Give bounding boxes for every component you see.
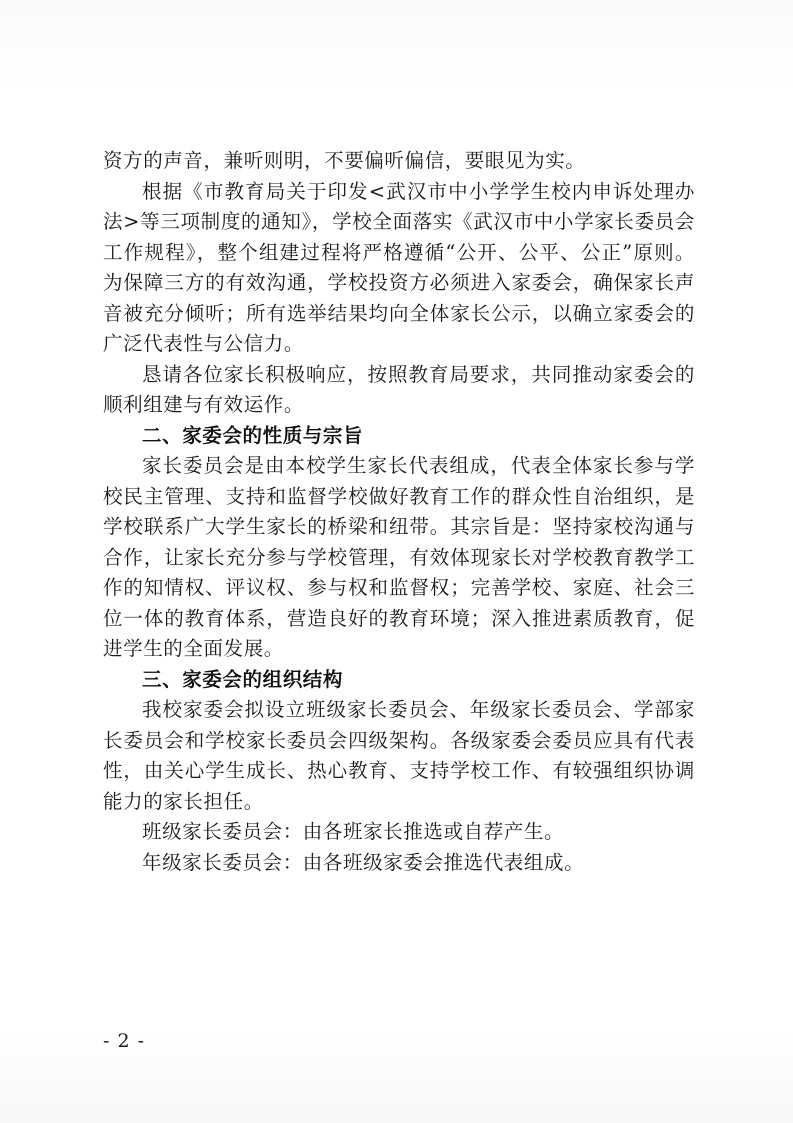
paragraph-continuation: 资方的声音，兼听则明，不要偏听偏信，要眼见为实。 (103, 149, 586, 172)
page-number: - 2 - (103, 1030, 146, 1052)
paragraph-class-committee: 班级家长委员会：由各班家长推选或自荐产生。 (142, 820, 565, 843)
paragraph-basis: 根据《市教育局关于印发<武汉市中小学学生校内申诉处理办法>等三项制度的通知》，学校全面落实《武汉市中小学家长委员会工作规程》，整个组建过程将严格遵循“公开、公平、公正”原则。为保障三方的有效沟通，学校投资方必须进入家委会，确保家长声音被充分倾听；所有选举结果均向全体家长公示，以确立家委会的广泛代表性与公信力。 (103, 179, 695, 355)
paragraph-grade-committee: 年级家长委员会：由各班级家委会推选代表组成。 (142, 850, 585, 874)
paragraph-request: 恳请各位家长积极响应，按照教育局要求，共同推动家委会的顺利组建与有效运作。 (103, 362, 695, 416)
document-body (103, 146, 695, 878)
section-heading-structure: 三、家委会的组织结构 (142, 667, 344, 691)
paragraph-nature: 家长委员会是由本校学生家长代表组成，代表全体家长参与学校民主管理、支持和监督学校做好教育工作的群众性自治组织，是学校联系广大学生家长的桥梁和纽带。其宗旨是：坚持家校沟通与合作，让家长充分参与学校管理，有效体现家长对学校教育教学工作的知情权、评议权、参与权和监督权；完善学校、家庭、社会三位一体的教育体系，营造良好的教育环境；深入推进素质教育，促进学生的全面发展。 (103, 454, 695, 660)
paragraph-structure: 我校家委会拟设立班级家长委员会、年级家长委员会、学部家长委员会和学校家长委员会四级架构。各级家委会委员应具有代表性，由关心学生成长、热心教育、支持学校工作、有较强组织协调能力的家长担任。 (103, 698, 695, 813)
section-heading-nature: 二、家委会的性质与宗旨 (142, 423, 364, 447)
